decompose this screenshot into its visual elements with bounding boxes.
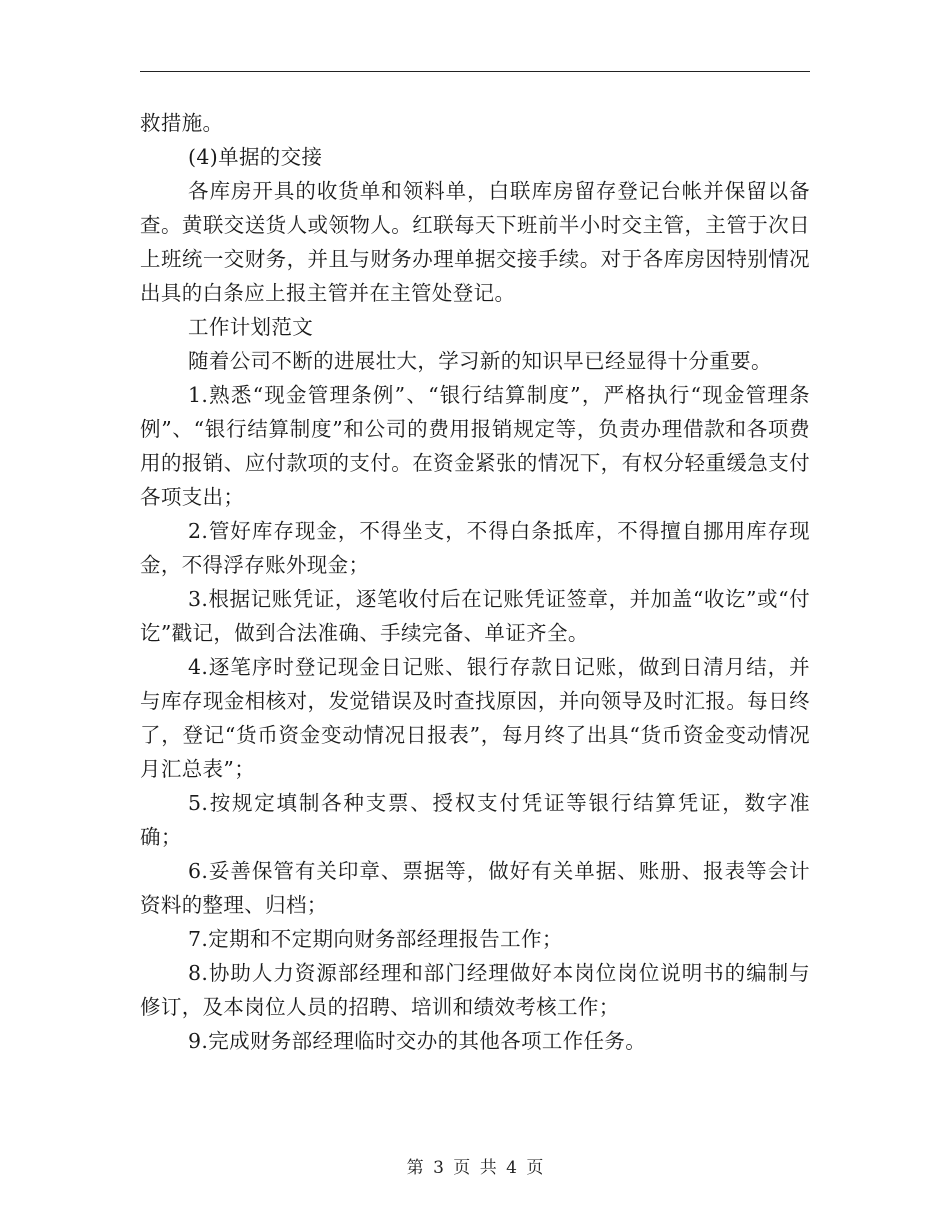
document-body [140,106,810,1058]
paragraph: 各库房开具的收货单和领料单，白联库房留存登记台帐并保留以备查。黄联交送货人或领物人。红联每天下班前半小时交主管，主管于次日上班统一交财务，并且与财务办理单据交接手续。对于各库房因特别情况出具的白条应上报主管并在主管处登记。 [140,179,810,305]
list-item: 6.妥善保管有关印章、票据等，做好有关单据、账册、报表等会计资料的整理、归档； [140,859,810,917]
section-heading: 工作计划范文 [188,315,314,339]
list-item: 8.协助人力资源部经理和部门经理做好本岗位岗位说明书的编制与修订，及本岗位人员的招聘、培训和绩效考核工作； [140,961,810,1019]
list-item: 1.熟悉“现金管理条例”、“银行结算制度”，严格执行“现金管理条例”、“银行结算制度”和公司的费用报销规定等，负责办理借款和各项费用的报销、应付款项的支付。在资金紧张的情况下，有权分轻重缓急支付各项支出； [140,383,810,509]
list-item: 4.逐笔序时登记现金日记账、银行存款日记账，做到日清月结，并与库存现金相核对，发觉错误及时查找原因，并向领导及时汇报。每日终了，登记“货币资金变动情况日报表”，每月终了出具“货币资金变动情况月汇总表”； [140,655,810,781]
paragraph: 救措施。 [140,111,224,135]
page-number: 第 3 页 共 4 页 [406,1158,544,1178]
section-heading: (4)单据的交接 [188,145,323,169]
list-item: 5.按规定填制各种支票、授权支付凭证等银行结算凭证，数字准确； [140,791,810,849]
list-item: 3.根据记账凭证，逐笔收付后在记账凭证签章，并加盖“收讫”或“付讫”戳记，做到合法准确、手续完备、单证齐全。 [140,587,810,645]
list-item: 7.定期和不定期向财务部经理报告工作； [188,927,563,951]
paragraph: 随着公司不断的进展壮大，学习新的知识早已经显得十分重要。 [188,349,772,373]
header-rule [140,71,810,72]
list-item: 2.管好库存现金，不得坐支，不得白条抵库，不得擅自挪用库存现金，不得浮存账外现金； [140,519,810,577]
list-item: 9.完成财务部经理临时交办的其他各项工作任务。 [188,1029,647,1053]
